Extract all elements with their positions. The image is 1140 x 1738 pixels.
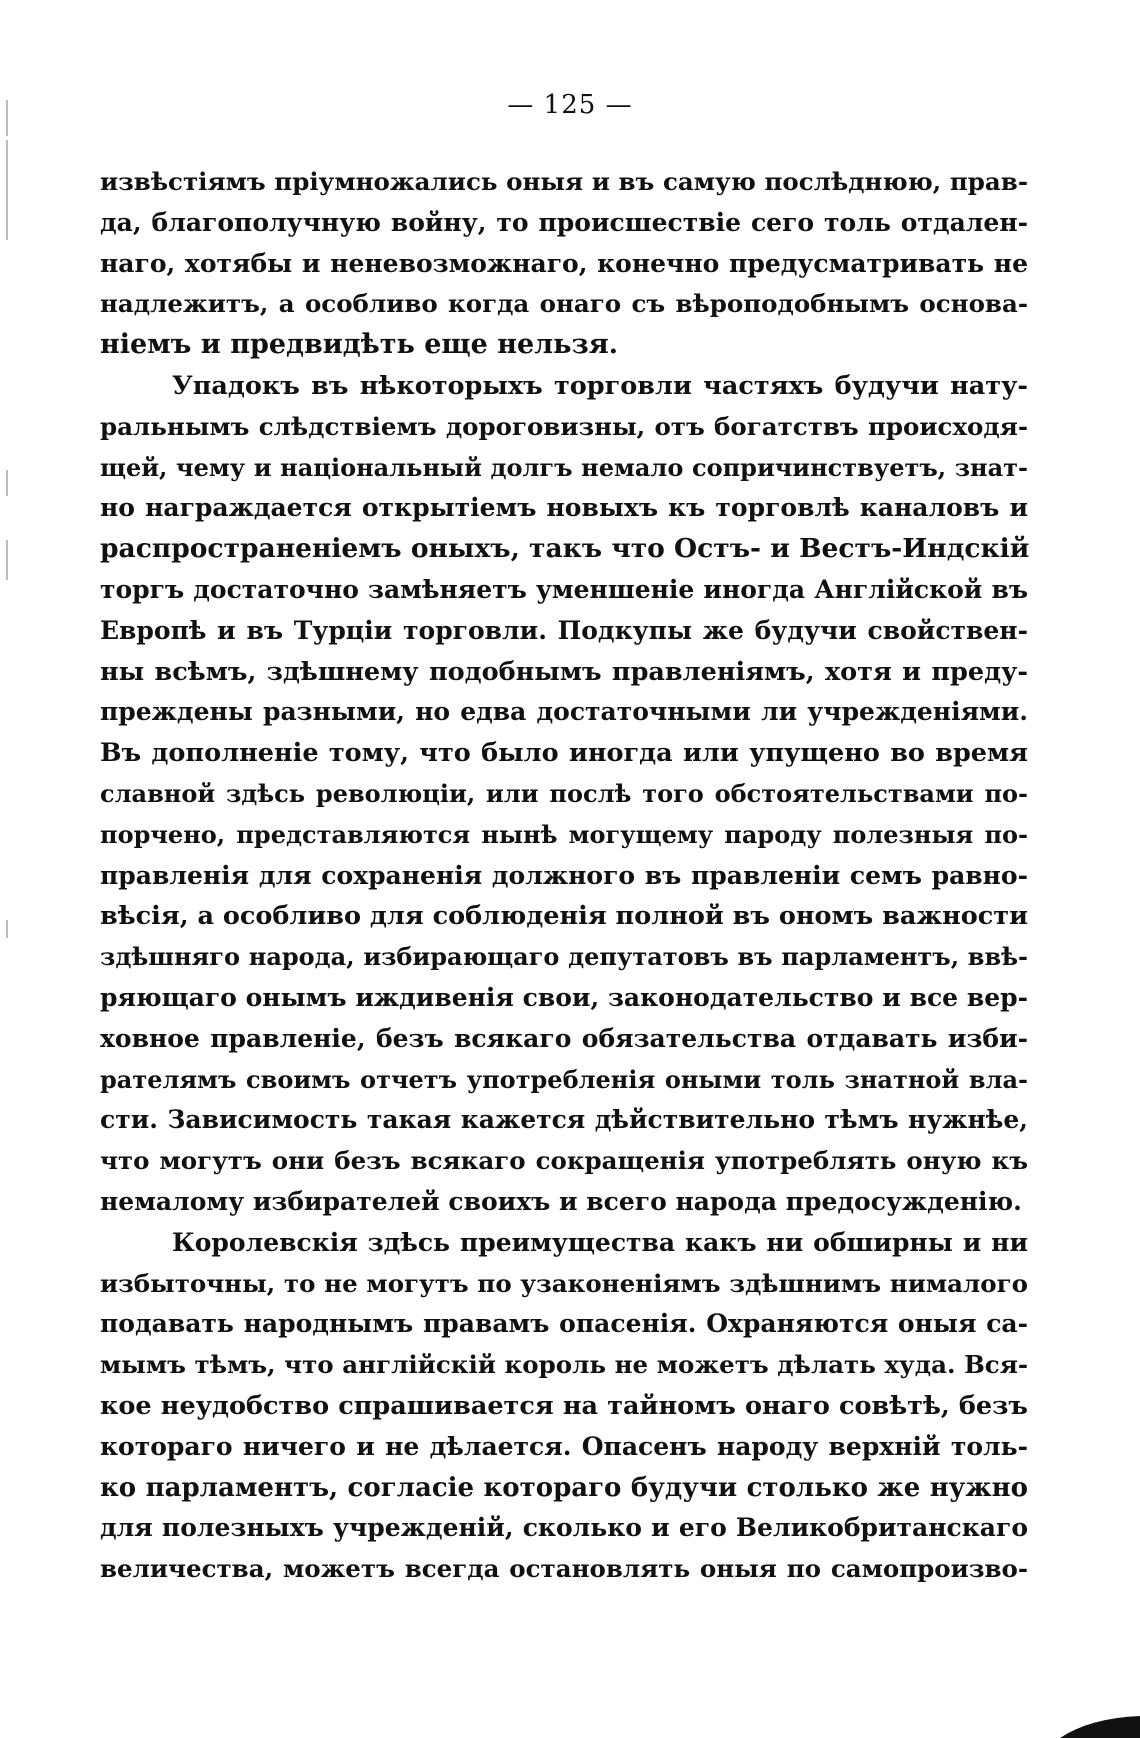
body-text xyxy=(100,162,1028,1590)
text-line: ніемъ и предвидѣть еще нельзя. xyxy=(100,329,619,361)
text-line: избыточны, то не могутъ по узаконеніямъ здѣшнимъ нималого xyxy=(100,1268,1028,1298)
text-line: да, благополучную войну, то происшествіе сего толь отдален- xyxy=(100,207,1028,237)
text-line: что могутъ они безъ всякаго сокращенія употреблять оную къ xyxy=(100,1146,1028,1176)
text-line: порчено, представляются нынѣ могущему пароду полезныя по- xyxy=(100,819,1028,849)
paragraph xyxy=(100,366,1028,1223)
text-line: немалому избирателей своихъ и всего народа предосужденію. xyxy=(100,1186,1022,1216)
text-line: рателямъ своимъ отчетъ употребленія оными толь знатной вла- xyxy=(100,1064,1028,1094)
text-line: торгъ достаточно замѣняетъ уменшеніе иногда Англійской въ xyxy=(100,574,1028,604)
margin-mark xyxy=(6,540,8,580)
text-line: для полезныхъ учрежденій, сколько и его Великобританскаго xyxy=(100,1513,1028,1543)
text-line: сти. Зависимость такая кажется дѣйствительно тѣмъ нужнѣе, xyxy=(100,1105,1028,1135)
text-line: Въ дополненіе тому, что было иногда или упущено во время xyxy=(100,738,1028,769)
text-line: надлежитъ, а особливо когда онаго съ вѣроподобнымъ основа- xyxy=(100,289,1028,319)
text-line: ряющаго онымъ иждивенія свои, законодательство и все вер- xyxy=(100,982,1028,1012)
text-line: Королевскія здѣсь преимущества какъ ни обширны и ни xyxy=(172,1227,1028,1257)
text-line: преждены разными, но едва достаточными ли учрежденіями. xyxy=(100,697,1028,727)
margin-mark xyxy=(6,920,8,938)
text-line: здѣшняго народа, избирающаго депутатовъ въ парламентъ, ввѣ- xyxy=(100,942,1028,972)
text-line: извѣстіямъ пріумножались оныя и въ самую послѣднюю, прав- xyxy=(100,167,1028,196)
scan-corner-shadow xyxy=(1060,1716,1140,1738)
text-line: славной здѣсь революціи, или послѣ того обстоятельствами по- xyxy=(100,778,1028,808)
margin-mark xyxy=(6,470,8,496)
text-line: кое неудобство спрашивается на тайномъ онаго совѣтѣ, безъ xyxy=(100,1390,1028,1421)
text-line: Упадокъ въ нѣкоторыхъ торговли частяхъ будучи нату- xyxy=(172,370,1028,401)
text-line: распространеніемъ оныхъ, такъ что Остъ- и Вестъ-Индскій xyxy=(100,533,1030,565)
text-line: ховное правленіе, безъ всякаго обязательства отдавать изби- xyxy=(100,1023,1028,1053)
text-line: но награждается открытіемъ новыхъ къ торговлѣ каналовъ и xyxy=(100,493,1028,523)
text-line: ко парламентъ, согласіе котораго будучи столько же нужно xyxy=(100,1472,1028,1503)
paragraph xyxy=(100,162,1028,366)
text-line: Европѣ и въ Турціи торговли. Подкупы же будучи свойствен- xyxy=(100,615,1028,645)
text-line: величества, можетъ всегда остановлять оныя по самопроизво- xyxy=(100,1554,1028,1584)
text-line: мымъ тѣмъ, что англійскій король не можетъ дѣлать худа. Вся- xyxy=(100,1350,1028,1380)
text-line: котораго ничего и не дѣлается. Опасенъ народу верхній толь- xyxy=(100,1431,1028,1461)
text-line: ральнымъ слѣдствіемъ дороговизны, отъ богатствъ происходя- xyxy=(100,411,1028,441)
text-line: ны всѣмъ, здѣшнему подобнымъ правленіямъ, хотя и преду- xyxy=(100,656,1028,687)
text-line: подавать народнымъ правамъ опасенія. Охраняются оныя са- xyxy=(100,1309,1028,1339)
text-line: вѣсія, а особливо для соблюденія полной въ ономъ важности xyxy=(100,901,1028,932)
paragraph xyxy=(100,1223,1028,1590)
text-line: наго, хотябы и неневозможнаго, конечно предусматривать не xyxy=(100,248,1028,278)
text-line: щей, чему и національный долгъ немало сопричинствуетъ, знат- xyxy=(100,452,1028,482)
page-number: — 125 — xyxy=(507,90,633,120)
margin-mark xyxy=(6,140,8,240)
text-line: правленія для сохраненія должного въ правленіи семъ равно- xyxy=(100,860,1028,890)
